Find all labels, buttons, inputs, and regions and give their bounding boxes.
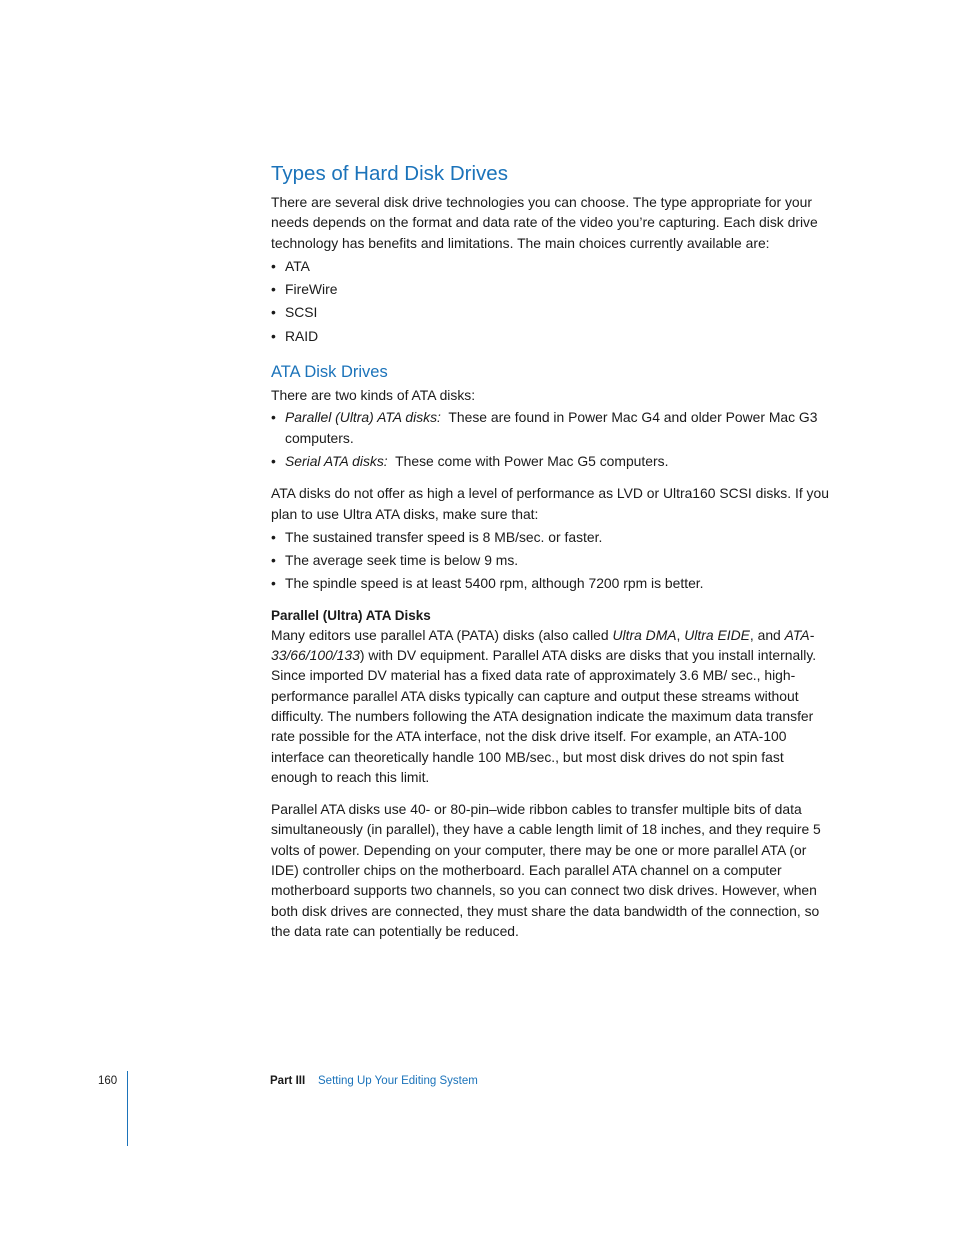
ata-intro: There are two kinds of ATA disks: xyxy=(271,387,476,404)
bullet-icon: • xyxy=(271,528,276,545)
list-item: • The average seek time is below 9 ms. xyxy=(271,550,831,570)
bullet-icon: • xyxy=(271,552,276,569)
drive-choices-list xyxy=(271,256,831,346)
term-desc: These come with Power Mac G5 computers. xyxy=(395,452,669,469)
section-title: Types of Hard Disk Drives xyxy=(271,162,508,185)
parallel-paragraph-1: Many editors use parallel ATA (PATA) disks (also called Ultra DMA, Ultra EIDE, and ATA-33/66/100/133) with DV equipment. Parallel ATA disks are disks that you install internally. Since imported DV material has a fixed data rate of approximately 3.6 MB/ sec., high-performance parallel ATA disks typically can capture and output these streams without difficulty. The numbers following the ATA designation indicate the maximum data transfer rate possible for the ATA interface, not the disk drive itself. For example, an ATA-100 interface can theoretically handle 100 MB/sec., but most disk drives do not spin fast enough to reach this limit. xyxy=(271,626,817,785)
parallel-heading: Parallel (Ultra) ATA Disks xyxy=(271,607,431,623)
page-content xyxy=(271,160,831,941)
list-item xyxy=(271,451,831,471)
list-item: • The sustained transfer speed is 8 MB/sec. or faster. xyxy=(271,527,831,547)
list-item: • The spindle speed is at least 5400 rpm, although 7200 rpm is better. xyxy=(271,573,831,593)
term: Parallel (Ultra) ATA disks: xyxy=(285,409,441,426)
ata-heading: ATA Disk Drives xyxy=(271,363,388,382)
part-title-link[interactable]: Setting Up Your Editing System xyxy=(318,1075,478,1087)
list-item: • FireWire xyxy=(271,279,831,299)
page-footer xyxy=(0,1071,954,1091)
bullet-icon: • xyxy=(271,575,276,592)
list-item xyxy=(271,407,831,448)
page-number: 160 xyxy=(98,1075,118,1087)
bullet-icon: • xyxy=(271,452,276,469)
part-label: Part III xyxy=(270,1075,306,1087)
bullet-icon: • xyxy=(271,257,276,274)
term: Serial ATA disks: xyxy=(285,452,388,469)
bullet-icon: • xyxy=(271,327,276,344)
ata-requirements-list xyxy=(271,527,831,594)
parallel-paragraph-2: Parallel ATA disks use 40- or 80-pin–wide ribbon cables to transfer multiple bits of data simultaneously (in parallel), they have a cable length limit of 18 inches, and they require 5 volts of power. Depending on your computer, there may be one or more parallel ATA (or IDE) controller chips on the motherboard. Each parallel ATA channel on a computer motherboard supports two channels, so you can connect two disk drives. However, when both disk drives are connected, they must share the data bandwidth of the connection, so the data rate can potentially be reduced. xyxy=(271,801,821,939)
ata-kinds-list xyxy=(271,407,831,471)
list-item: • ATA xyxy=(271,256,831,276)
bullet-icon: • xyxy=(271,304,276,321)
bullet-icon: • xyxy=(271,281,276,298)
list-item: • RAID xyxy=(271,326,831,346)
bullet-icon: • xyxy=(271,409,276,426)
section-intro: There are several disk drive technologies you can choose. The type appropriate for your needs depends on the format and data rate of the video you’re capturing. Each disk drive technology has benefits and limitations. The main choices currently available are: xyxy=(271,194,818,251)
term-desc: These are found in Power Mac G4 and older Power Mac G3 computers. xyxy=(285,409,818,446)
ata-performance: ATA disks do not offer as high a level of performance as LVD or Ultra160 SCSI disks. If you plan to use Ultra ATA disks, make sure that: xyxy=(271,485,829,522)
list-item: • SCSI xyxy=(271,302,831,322)
